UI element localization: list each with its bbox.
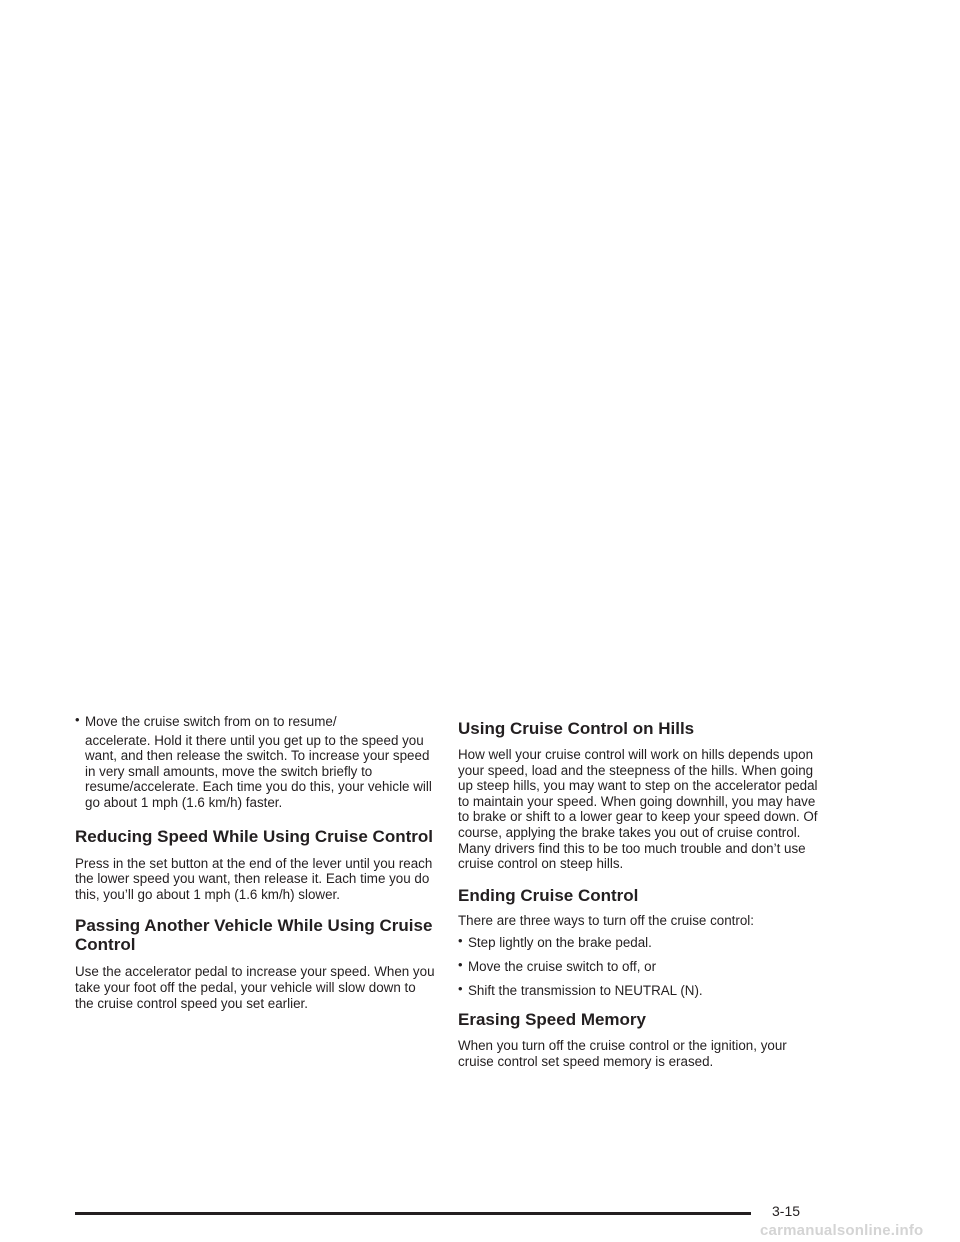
passing-heading: Passing Another Vehicle While Using Cruise Control xyxy=(75,916,433,955)
bullet-icon: • xyxy=(75,712,80,727)
watermark: carmanualsonline.info xyxy=(760,1222,924,1239)
ending-list xyxy=(458,935,820,998)
bullet-icon: • xyxy=(458,980,463,996)
ending-heading: Ending Cruise Control xyxy=(458,885,639,905)
list-item: • Shift the transmission to NEUTRAL (N). xyxy=(458,980,703,998)
erasing-heading: Erasing Speed Memory xyxy=(458,1010,647,1030)
passing-body: Use the accelerator pedal to increase your speed. When you take your foot off the pedal, your vehicle will slow down to the cruise control speed you set earlier. xyxy=(75,964,435,1011)
list-item: • Step lightly on the brake pedal. xyxy=(458,933,652,951)
reducing-speed-heading: Reducing Speed While Using Cruise Control xyxy=(75,826,433,846)
bullet-icon: • xyxy=(458,933,463,949)
resume-bullet xyxy=(75,714,437,811)
reducing-speed-body: Press in the set button at the end of the lever until you reach the lower speed you want, then release it. Each time you do this, you’ll go about 1 mph (1.6 km/h) slower. xyxy=(75,855,433,902)
right-column xyxy=(458,714,820,1069)
footer-rule xyxy=(75,1212,751,1215)
list-item: • Move the cruise switch to off, or xyxy=(458,956,657,974)
hills-heading: Using Cruise Control on Hills xyxy=(458,719,695,738)
page-number: 3-15 xyxy=(772,1203,801,1219)
erasing-body: When you turn off the cruise control or the ignition, your cruise control set speed memory is erased. xyxy=(458,1038,787,1069)
ending-intro: There are three ways to turn off the cruise control: xyxy=(458,912,754,928)
bullet-icon: • xyxy=(458,956,463,972)
left-column xyxy=(75,714,437,1011)
hills-body: How well your cruise control will work on hills depends upon your speed, load and the steepness of the hills. When going up steep hills, you may want to step on the accelerator pedal to maintain your speed. When going downhill, you may have to brake or shift to a lower gear to keep your speed down. Of course, applying the brake takes you out of cruise control. Many drivers find this to be too much trouble and don’t use cruise control on steep hills. xyxy=(458,747,818,872)
bullet-first-line: Move the cruise switch from on to resume/ xyxy=(85,714,337,729)
bullet-text: accelerate. Hold it there until you get up to the speed you want, and then release the switch. To increase your speed in very small amounts, move the switch briefly to resume/accelerate. Each time you do this, your vehicle will go about 1 mph (1.6 km/h) faster. xyxy=(85,732,432,810)
